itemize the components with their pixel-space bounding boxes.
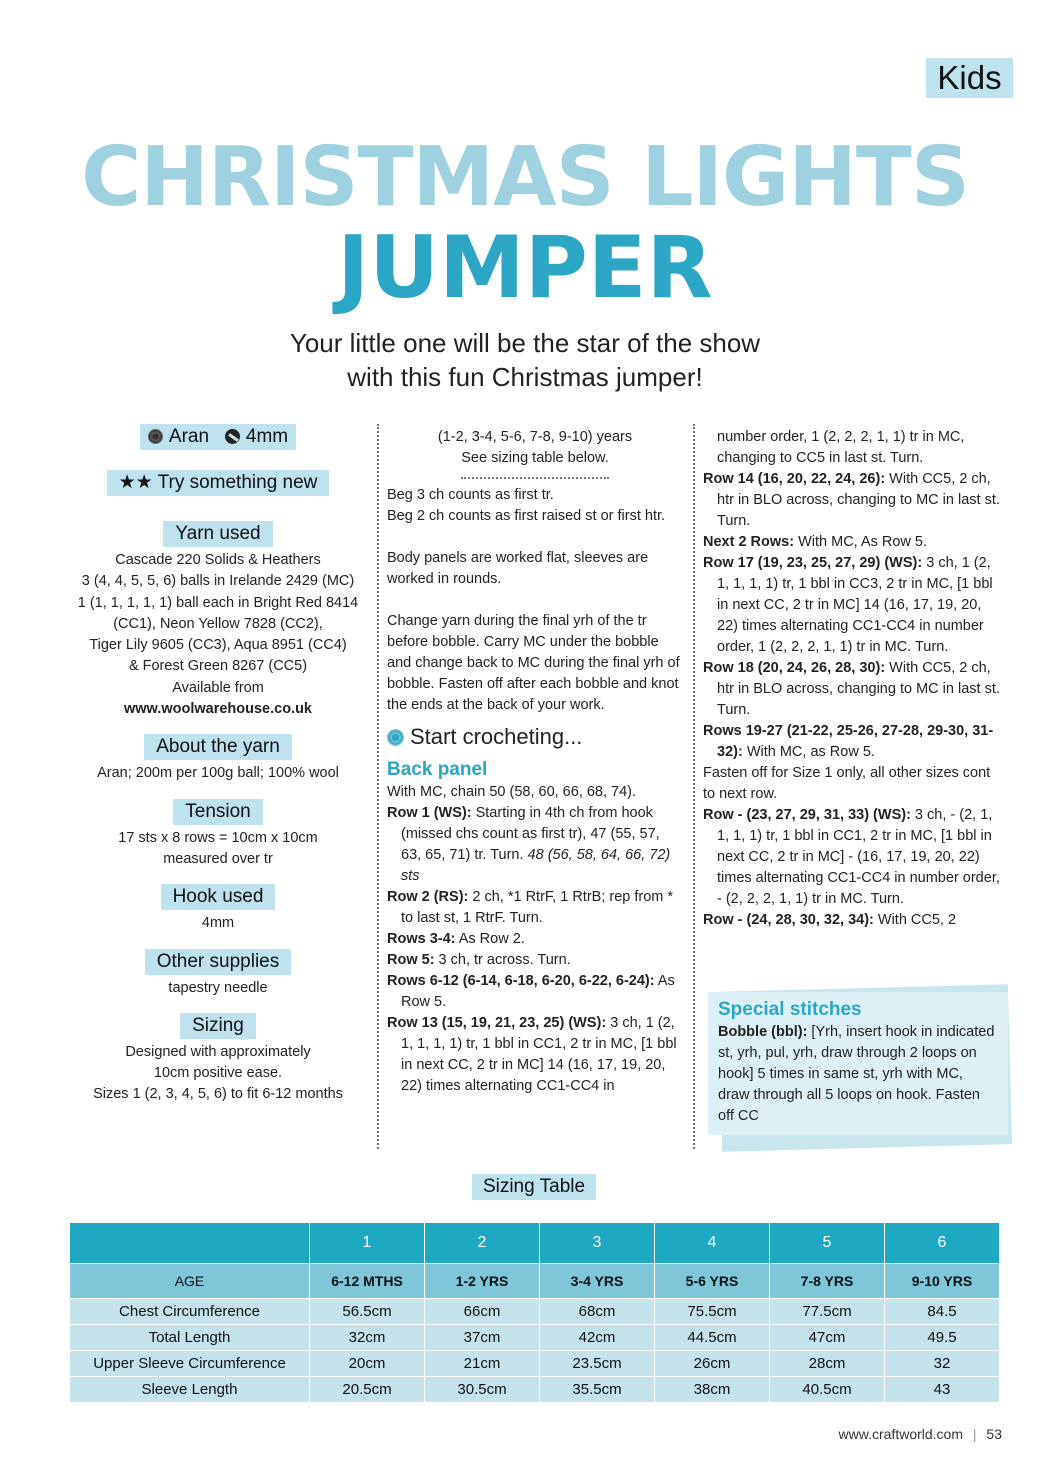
- sizing-table: [69, 1222, 1000, 1403]
- table-cell: 40.5cm: [770, 1377, 885, 1403]
- page-title-line1: CHRISTMAS LIGHTS: [81, 130, 969, 225]
- table-header-cell: 2: [425, 1223, 540, 1264]
- yarn-hook-badge: [140, 424, 296, 450]
- table-row-label: Chest Circumference: [70, 1299, 310, 1325]
- table-row: [70, 1351, 1000, 1377]
- fasten-off-note: Fasten off for Size 1 only, all other sizes cont to next row.: [703, 765, 991, 802]
- table-cell: 1-2 YRS: [425, 1264, 540, 1299]
- yarn-ball-icon: [148, 429, 163, 444]
- special-stitch-definition: Bobble (bbl): [Yrh, insert hook in indicated st, yrh, pul, yrh, draw through 2 loops on hook] 5 times in same st, yrh with MC, draw through all 5 loops on hook. Fasten off CC: [718, 1024, 995, 1124]
- page-number: 53: [986, 1426, 1002, 1442]
- sizing-heading: Sizing: [180, 1013, 256, 1039]
- difficulty-text: Try something new: [157, 472, 318, 493]
- table-header-cell: 6: [885, 1223, 1000, 1264]
- table-row: [70, 1377, 1000, 1403]
- instructions-column-2: [703, 427, 1003, 931]
- table-cell: 20cm: [310, 1351, 425, 1377]
- note: Change yarn during the final yrh of the tr before bobble. Carry MC under the bobble and change back to MC during the final yrh of bobble. Fasten off after each bobble and knot the ends at the back of your work.: [387, 613, 680, 713]
- table-header-cell: 4: [655, 1223, 770, 1264]
- other-supplies-text: tapestry needle: [168, 979, 268, 996]
- table-row: [70, 1325, 1000, 1351]
- pattern-row: Row 1 (WS): Starting in 4th ch from hook (missed chs count as first tr), 47 (55, 57, 63, 65, 71) tr. Turn. 48 (56, 58, 64, 66, 72) sts: [387, 805, 671, 884]
- supplier-link[interactable]: www.woolwarehouse.co.uk: [124, 701, 312, 718]
- sizing-text: [60, 1042, 376, 1106]
- table-cell: 75.5cm: [655, 1299, 770, 1325]
- table-cell: 47cm: [770, 1325, 885, 1351]
- table-header-cell: 1: [310, 1223, 425, 1264]
- pattern-row: Next 2 Rows: With MC, As Row 5.: [703, 534, 928, 550]
- hook-used-heading: Hook used: [161, 884, 276, 910]
- table-row: [70, 1299, 1000, 1325]
- start-crocheting-heading: [387, 722, 683, 752]
- other-supplies-heading: Other supplies: [145, 949, 292, 975]
- page-title-line2: JUMPER: [337, 218, 713, 318]
- table-cell: 84.5: [885, 1299, 1000, 1325]
- note: Beg 3 ch counts as first tr.: [387, 487, 554, 503]
- start-crocheting-label: Start crocheting...: [410, 724, 583, 749]
- hook-used-text: 4mm: [201, 915, 235, 932]
- table-row-label: Sleeve Length: [70, 1377, 310, 1403]
- tension-text: [60, 828, 376, 871]
- yarn-line: Cascade 220 Solids & Heathers: [115, 552, 321, 568]
- table-cell: 28cm: [770, 1351, 885, 1377]
- tension-line: measured over tr: [163, 850, 273, 867]
- yarn-used-list: [60, 550, 376, 720]
- note: Beg 2 ch counts as first raised st or first htr.: [387, 508, 666, 524]
- star-icon: ★★: [118, 472, 153, 493]
- page-footer: www.craftworld.com | 53: [838, 1426, 1002, 1442]
- tension-line: 17 sts x 8 rows = 10cm x 10cm: [118, 829, 318, 846]
- table-row-label: Upper Sleeve Circumference: [70, 1351, 310, 1377]
- table-row-label: Total Length: [70, 1325, 310, 1351]
- hook-size: 4mm: [245, 426, 289, 447]
- yarn-line: & Forest Green 8267 (CC5): [128, 658, 308, 675]
- table-cell: 43: [885, 1377, 1000, 1403]
- note: Body panels are worked flat, sleeves are worked in rounds.: [387, 550, 649, 587]
- table-row-label: AGE: [70, 1264, 310, 1299]
- sizing-see-table: See sizing table below.: [461, 450, 609, 466]
- pattern-info-column: [60, 424, 376, 1106]
- pattern-row: Rows 6-12 (6-14, 6-18, 6-20, 6-22, 6-24): As Row 5.: [387, 973, 675, 1010]
- yarn-line: (CC1), Neon Yellow 7828 (CC2),: [113, 615, 323, 632]
- table-cell: [70, 1223, 310, 1264]
- table-cell: 42cm: [540, 1325, 655, 1351]
- yarn-used-heading: Yarn used: [163, 521, 272, 547]
- sizing-continued: (1-2, 3-4, 5-6, 7-8, 9-10) years: [437, 429, 633, 445]
- yarn-ball-icon: [387, 729, 404, 746]
- table-cell: 49.5: [885, 1325, 1000, 1351]
- section-tag: Kids: [926, 58, 1013, 98]
- sizing-line: Designed with approximately: [125, 1043, 311, 1060]
- table-cell: 68cm: [540, 1299, 655, 1325]
- subtitle-line2: with this fun Christmas jumper!: [347, 362, 703, 392]
- yarn-weight: Aran: [168, 426, 210, 447]
- sizing-line: Sizes 1 (2, 3, 4, 5, 6) to fit 6-12 months: [93, 1086, 343, 1103]
- pattern-row: Row - (24, 28, 30, 32, 34): With CC5, 2: [703, 912, 957, 928]
- table-cell: 23.5cm: [540, 1351, 655, 1377]
- table-cell: 35.5cm: [540, 1377, 655, 1403]
- table-cell: 20.5cm: [310, 1377, 425, 1403]
- special-stitches-heading: Special stitches: [718, 999, 862, 1020]
- back-panel-heading: Back panel: [387, 759, 488, 780]
- pattern-row: Row 5: 3 ch, tr across. Turn.: [387, 952, 571, 968]
- pattern-row: Row 17 (19, 23, 25, 27, 29) (WS): 3 ch, 1 (2, 1, 1, 1, 1) tr, 1 bbl in CC3, 2 tr in MC, [1 bbl in next CC, 2 tr in MC] 14 (16, 17, 19, 20, 22) times alternating CC1-CC4 in number order, 1 (2, 2, 2, 1, 1) tr in MC. Turn.: [703, 555, 993, 655]
- pattern-row: Row 2 (RS): 2 ch, *1 RtrF, 1 RtrB; rep from * to last st, 1 RtrF. Turn.: [387, 889, 674, 926]
- table-cell: 9-10 YRS: [885, 1264, 1000, 1299]
- table-cell: 38cm: [655, 1377, 770, 1403]
- yarn-line: 1 (1, 1, 1, 1, 1) ball each in Bright Red 8414: [77, 594, 359, 611]
- special-stitches-box: [708, 992, 1008, 1135]
- dotted-divider: [461, 477, 609, 479]
- difficulty-badge: [107, 470, 330, 496]
- hook-icon: [225, 429, 240, 444]
- table-cell: 44.5cm: [655, 1325, 770, 1351]
- table-cell: 56.5cm: [310, 1299, 425, 1325]
- footer-url[interactable]: www.craftworld.com: [838, 1426, 963, 1442]
- back-panel-intro: With MC, chain 50 (58, 60, 66, 68, 74).: [387, 784, 637, 800]
- pattern-row: Row 18 (20, 24, 26, 28, 30): With CC5, 2 ch, htr in BLO across, changing to MC in last st. Turn.: [703, 660, 1000, 718]
- pattern-row-continued: number order, 1 (2, 2, 2, 1, 1) tr in MC, changing to CC5 in last st. Turn.: [717, 429, 965, 466]
- table-cell: 6-12 MTHS: [310, 1264, 425, 1299]
- pattern-row: Row 14 (16, 20, 22, 24, 26): With CC5, 2 ch, htr in BLO across, changing to MC in last st. Turn.: [703, 471, 1000, 529]
- subtitle-line1: Your little one will be the star of the show: [289, 328, 761, 358]
- tension-heading: Tension: [173, 799, 263, 825]
- table-cell: 26cm: [655, 1351, 770, 1377]
- column-divider: [377, 424, 379, 1149]
- yarn-line: 3 (4, 4, 5, 5, 6) balls in Irelande 2429 (MC): [81, 573, 355, 590]
- subtitle: [0, 326, 1050, 394]
- about-yarn-text: Aran; 200m per 100g ball; 100% wool: [97, 765, 339, 782]
- table-cell: 77.5cm: [770, 1299, 885, 1325]
- pattern-row: Rows 3-4: As Row 2.: [387, 931, 525, 947]
- table-cell: 21cm: [425, 1351, 540, 1377]
- table-header-row: [70, 1223, 1000, 1264]
- table-cell: 30.5cm: [425, 1377, 540, 1403]
- yarn-line: Available from: [172, 679, 264, 696]
- table-age-row: [70, 1264, 1000, 1299]
- instructions-column-1: [387, 427, 683, 1097]
- table-cell: 37cm: [425, 1325, 540, 1351]
- column-divider: [693, 424, 695, 1149]
- table-header-cell: 5: [770, 1223, 885, 1264]
- table-header-cell: 3: [540, 1223, 655, 1264]
- table-cell: 3-4 YRS: [540, 1264, 655, 1299]
- table-cell: 66cm: [425, 1299, 540, 1325]
- table-cell: 7-8 YRS: [770, 1264, 885, 1299]
- sizing-table-heading: Sizing Table: [472, 1174, 596, 1200]
- table-cell: 32: [885, 1351, 1000, 1377]
- about-yarn-heading: About the yarn: [144, 734, 292, 760]
- table-cell: 32cm: [310, 1325, 425, 1351]
- yarn-line: Tiger Lily 9605 (CC3), Aqua 8951 (CC4): [89, 637, 347, 654]
- table-cell: 5-6 YRS: [655, 1264, 770, 1299]
- pattern-row: Row 13 (15, 19, 21, 23, 25) (WS): 3 ch, 1 (2, 1, 1, 1, 1) tr, 1 bbl in CC1, 2 tr in MC, [1 bbl in next CC, 2 tr in MC] 14 (16, 17, 19, 20, 22) times alternating CC1-CC4 in: [387, 1015, 677, 1094]
- sizing-line: 10cm positive ease.: [153, 1065, 283, 1082]
- pattern-row: Row - (23, 27, 29, 31, 33) (WS): 3 ch, - (2, 1, 1, 1, 1) tr, 1 bbl in CC1, 2 tr in MC, [1 bbl in next CC, 2 tr in MC] - (16, 17, 19, 20, 22) times alternating CC1-CC4 in number order, - (2, 2, 2, 1, 1) tr in MC. Turn.: [703, 807, 1000, 907]
- pattern-row: Rows 19-27 (21-22, 25-26, 27-28, 29-30, 31-32): With MC, as Row 5.: [703, 723, 994, 760]
